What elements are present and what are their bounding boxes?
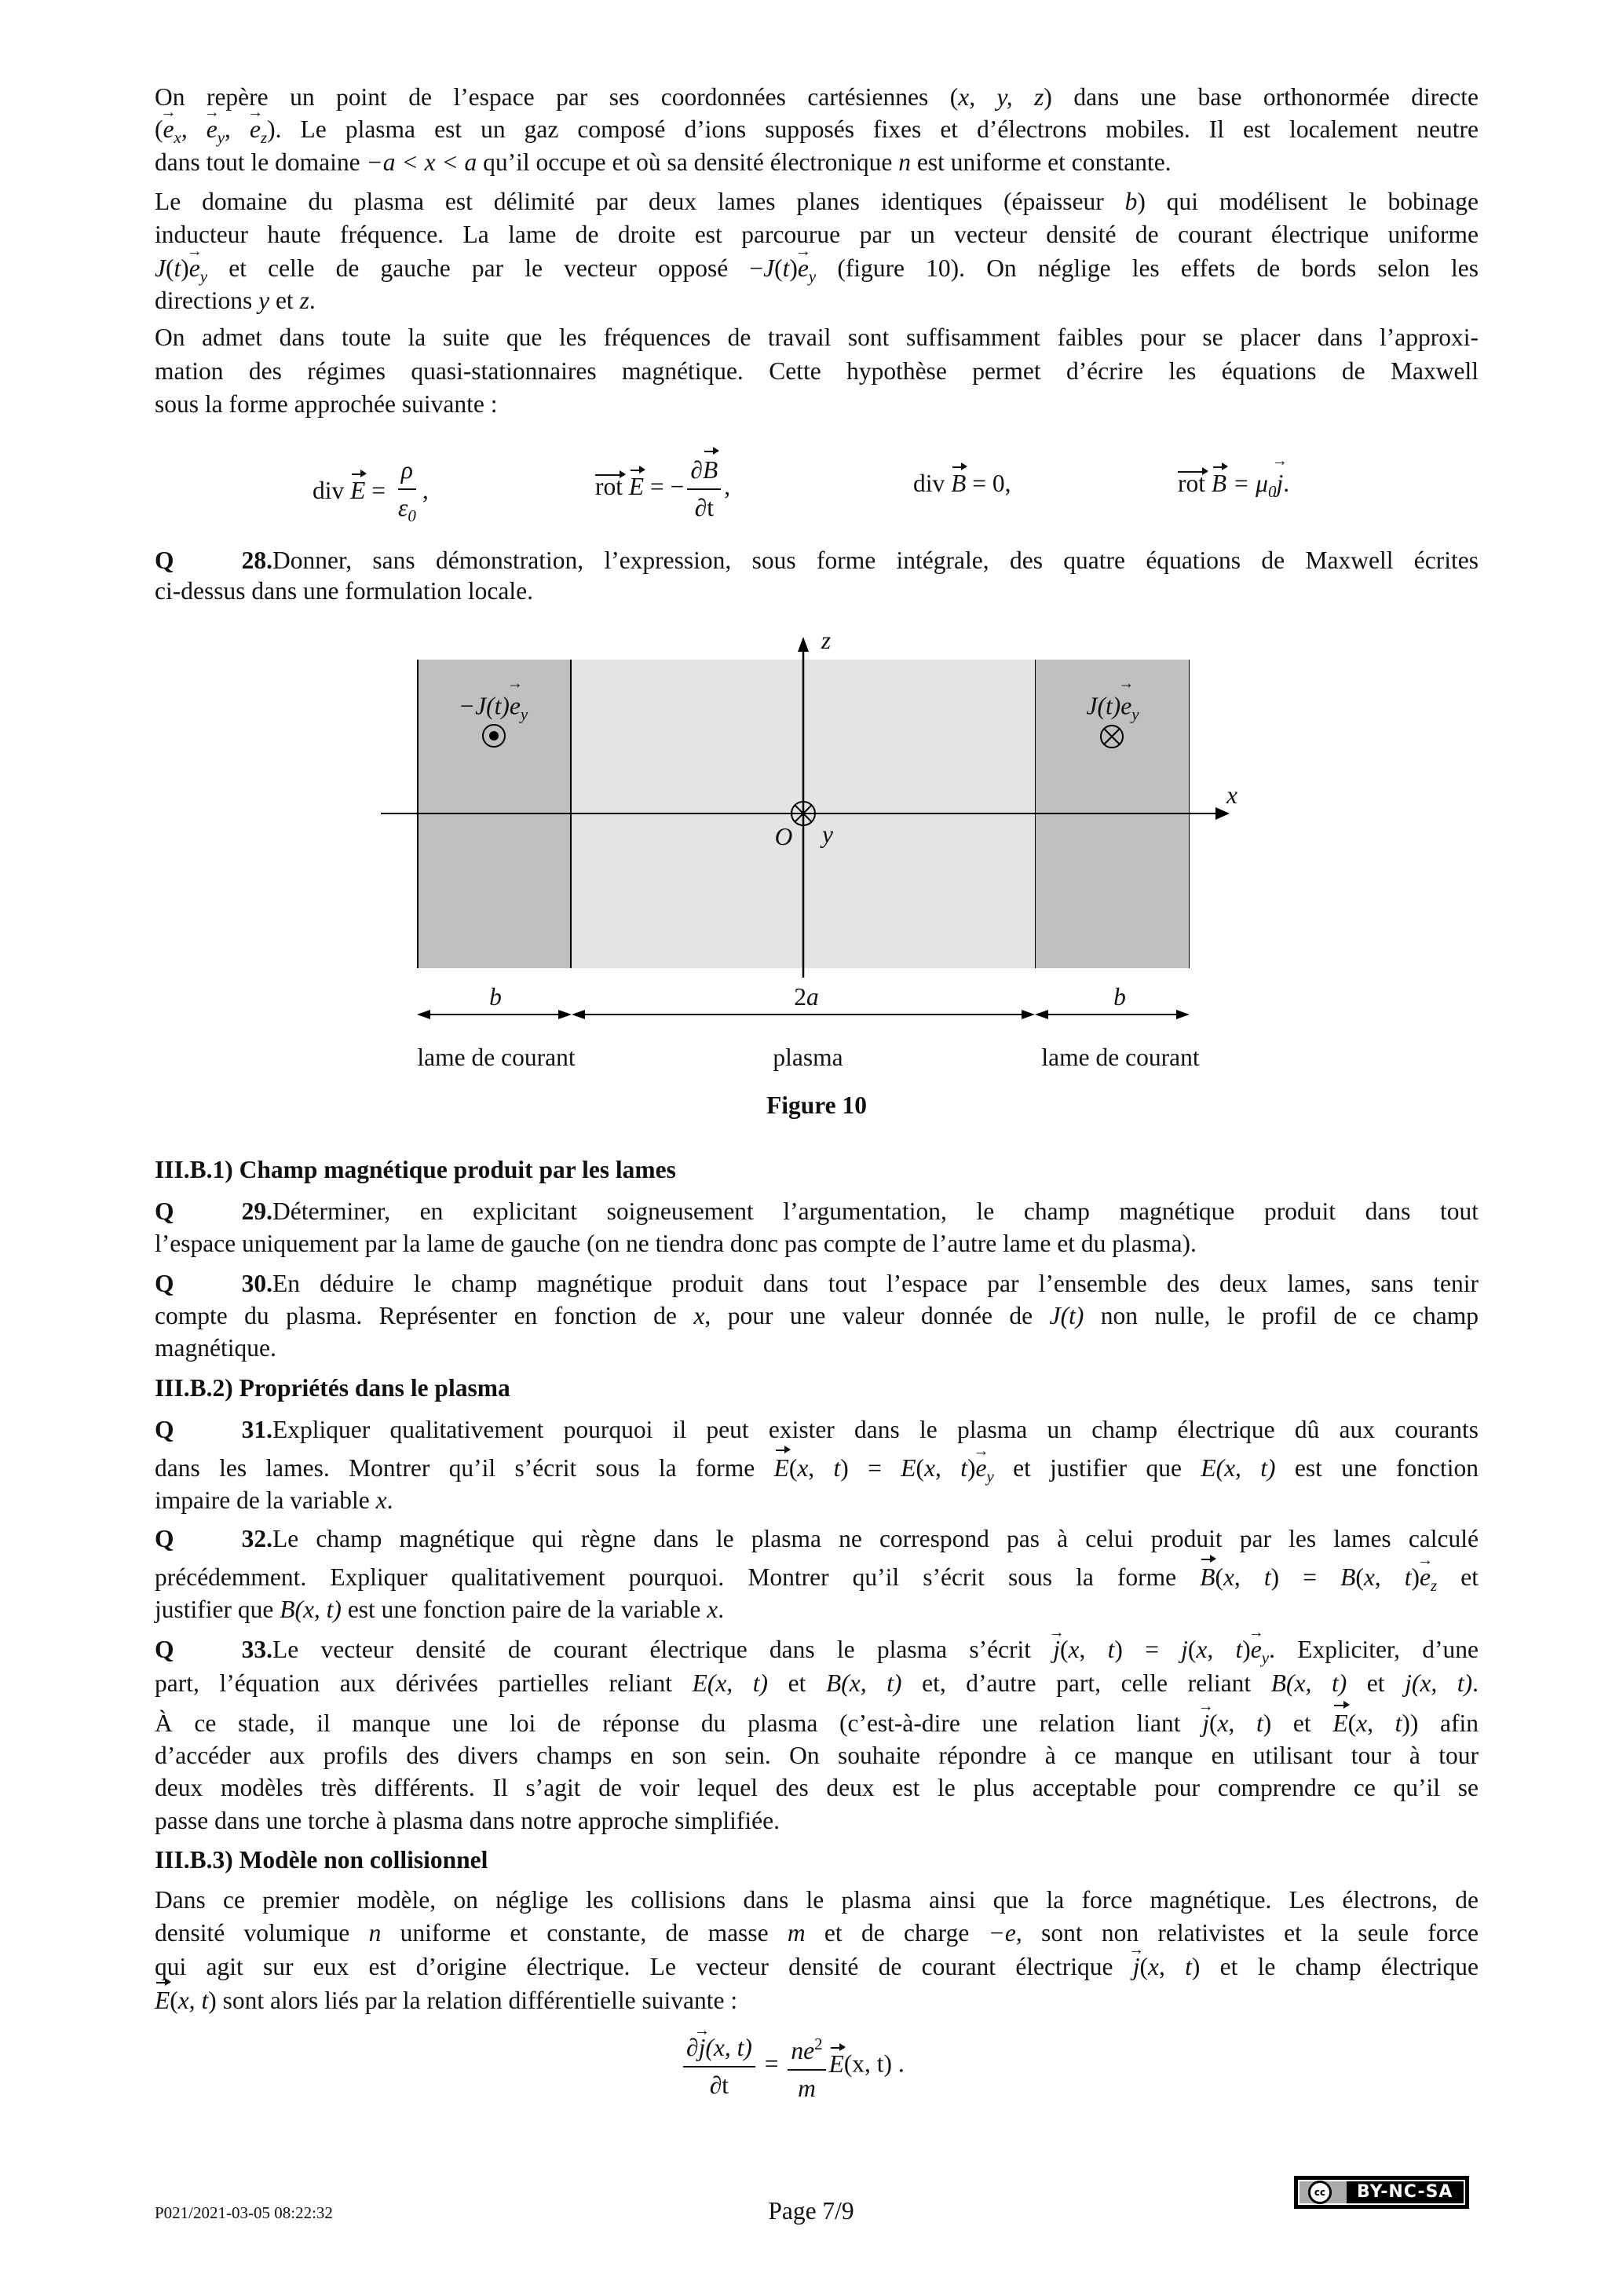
section-heading-2: III.B.2) Propriétés dans le plasma [155, 1374, 510, 1402]
response-line-4: passe dans une torche à plasma dans notre approche simplifiée. [155, 1807, 780, 1834]
section-heading-1: III.B.1) Champ magnétique produit par les lames [155, 1156, 676, 1183]
origin-label: O [774, 823, 793, 850]
model-line-3: qui agit sur eux est d’origine électrique. Le vecteur densité de courant électrique → j(x, t) et le champ électrique [155, 1951, 1479, 1983]
q32-line-1: Q 32.Le champ magnétique qui règne dans le plasma ne correspond pas à celui produit par les lames calculé [155, 1525, 1479, 1552]
response-line-1: À ce stade, il manque une loi de réponse du plasma (c’est-à-dire une relation liant → j(x, t) et E(x, t)) afin [155, 1708, 1479, 1739]
section-heading-3: III.B.3) Modèle non collisionnel [155, 1846, 488, 1874]
response-line-2: d’accéder aux profils des divers champs en son sein. On souhaite répondre à ce manque en utilisant tour à tour [155, 1742, 1479, 1769]
q30-line-2: compte du plasma. Représenter en fonction de x, pour une valeur donnée de J(t) non nulle, le profil de ce champ [155, 1302, 1479, 1329]
maxwell-flux: div B = 0, [913, 470, 1011, 497]
cc-icon: cc [1308, 2181, 1332, 2204]
q29-line-1: Q 29.Déterminer, en explicitant soigneusement l’argumentation, le champ magnétique produit dans tout [155, 1197, 1479, 1225]
q31-line-3: impaire de la variable x. [155, 1486, 393, 1514]
footer-document-id: P021/2021-03-05 08:22:32 [155, 2203, 333, 2222]
q29-line-2: l’espace uniquement par la lame de gauche (on ne tiendra donc pas compte de l’autre lame et du plasma). [155, 1230, 1197, 1257]
region-label-center: plasma [773, 1044, 843, 1071]
intro-line-1: On repère un point de l’espace par ses coordonnées cartésiennes (x, y, z) dans une base orthonormée directe [155, 83, 1479, 111]
dim-right-label: b [1113, 983, 1126, 1011]
intro2-line-1: Le domaine du plasma est délimité par deux lames planes identiques (épaisseur b) qui modélisent le bobinage [155, 188, 1479, 215]
model-line-4: E(x, t) sont alors liés par la relation différentielle suivante : [155, 1985, 1479, 2016]
q32-line-2: précédemment. Expliquer qualitativement pourquoi. Montrer qu’il s’écrit sous la forme B(x, t) = B(x, $t)\to e_z$ et [155, 1562, 1479, 1601]
q30-line-3: magnétique. [155, 1334, 276, 1362]
intro2-line-4: directions y et z. [155, 287, 316, 314]
dim-center-label: 2a [794, 983, 819, 1011]
q28-line-1: Q 28.Donner, sans démonstration, l’expression, sous forme intégrale, des quatre équations de Maxwell écrites [155, 547, 1479, 574]
axis-x-label: x [1226, 781, 1237, 809]
maxwell-ampere: rot $B = \mu_0\to j$. [1178, 470, 1289, 502]
q33-line-1: Q 33.Le vecteur densité de courant électrique dans le plasma s’écrit → j(x, t) = j(x, $t)\to e_y$. Expliciter, d’une [155, 1634, 1479, 1673]
model-equation: $\frac{\partial\to j(x, t)}{\partial t}$ = $\frac{ne^2}{m}$ E(x, t) . [680, 2027, 905, 2105]
response-line-3: deux modèles très différents. Il s’agit de voir lequel des deux est le plus acceptable pour comprendre ce qu’il se [155, 1774, 1479, 1801]
intro2-line-3: $J(t)\to e_y$ et celle de gauche par le vecteur opposé $-J(t)\to e_y$ (figure 10). On néglige les effets de bords selon les [155, 253, 1479, 292]
page-number: Page 7/9 [768, 2197, 854, 2225]
intro-line-3: dans tout le domaine −a < x < a qu’il occupe et où sa densité électronique n est uniforme et constante. [155, 148, 1172, 176]
figure-caption: Figure 10 [766, 1091, 868, 1119]
axis-z-label: z [821, 627, 832, 654]
model-line-1: Dans ce premier modèle, on néglige les collisions dans le plasma ainsi que la force magnétique. Les électrons, de [155, 1886, 1479, 1914]
q33-line-2: part, l’équation aux dérivées partielles reliant E(x, t) et B(x, t) et, d’autre part, celle reliant B(x, t) et j(x, t). [155, 1669, 1479, 1697]
left-current-label: $-J(t)\to e_y$ [459, 693, 528, 725]
q31-line-2: dans les lames. Montrer qu’il s’écrit sous la forme E(x, t) = E(x, $t)\to e_y$ et justifier que E(x, t) est une fonction [155, 1453, 1479, 1492]
figure-axes [0, 0, 1623, 1052]
model-line-2: densité volumique n uniforme et constante, de masse m et de charge −e, sont non relativistes et la seule force [155, 1919, 1479, 1947]
maxwell-gauss: div E = $\frac{\rho}{\varepsilon_0}$ , [313, 454, 429, 532]
license-text: BY-NC-SA [1357, 2182, 1453, 2202]
axis-y-label: y [822, 821, 833, 848]
region-label-left: lame de courant [417, 1044, 576, 1071]
right-current-label: $J(t)\to e_y$ [1086, 693, 1139, 725]
intro3-line-2: mation des régimes quasi-stationnaires magnétique. Cette hypothèse permet d’écrire les équations de Maxwell [155, 357, 1479, 385]
maxwell-faraday: rot E = − $\frac{\partial B}{\partial t}$ , [595, 454, 730, 525]
region-label-right: lame de courant [1041, 1044, 1200, 1071]
intro-line-2: (→ $e_x$, → $e_y$, → $e_z$). Le plasma est un gaz composé d’ions supposés fixes et d’électrons mobiles. Il est localement neutre [155, 114, 1479, 153]
cc-license-badge [1294, 2176, 1469, 2209]
q32-line-3: justifier que B(x, t) est une fonction paire de la variable x. [155, 1596, 725, 1623]
dim-left-label: b [489, 983, 502, 1011]
q28-line-2: ci-dessus dans une formulation locale. [155, 577, 533, 605]
q31-line-1: Q 31.Expliquer qualitativement pourquoi il peut exister dans le plasma un champ électrique dû aux courants [155, 1416, 1479, 1443]
intro2-line-2: inducteur haute fréquence. La lame de droite est parcourue par un vecteur densité de courant électrique uniforme [155, 221, 1479, 248]
q30-line-1: Q 30.En déduire le champ magnétique produit dans tout l’espace par l’ensemble des deux lames, sans tenir [155, 1270, 1479, 1297]
intro3-line-3: sous la forme approchée suivante : [155, 390, 498, 418]
intro3-line-1: On admet dans toute la suite que les fréquences de travail sont suffisamment faibles pour se placer dans l’approxi- [155, 324, 1479, 351]
